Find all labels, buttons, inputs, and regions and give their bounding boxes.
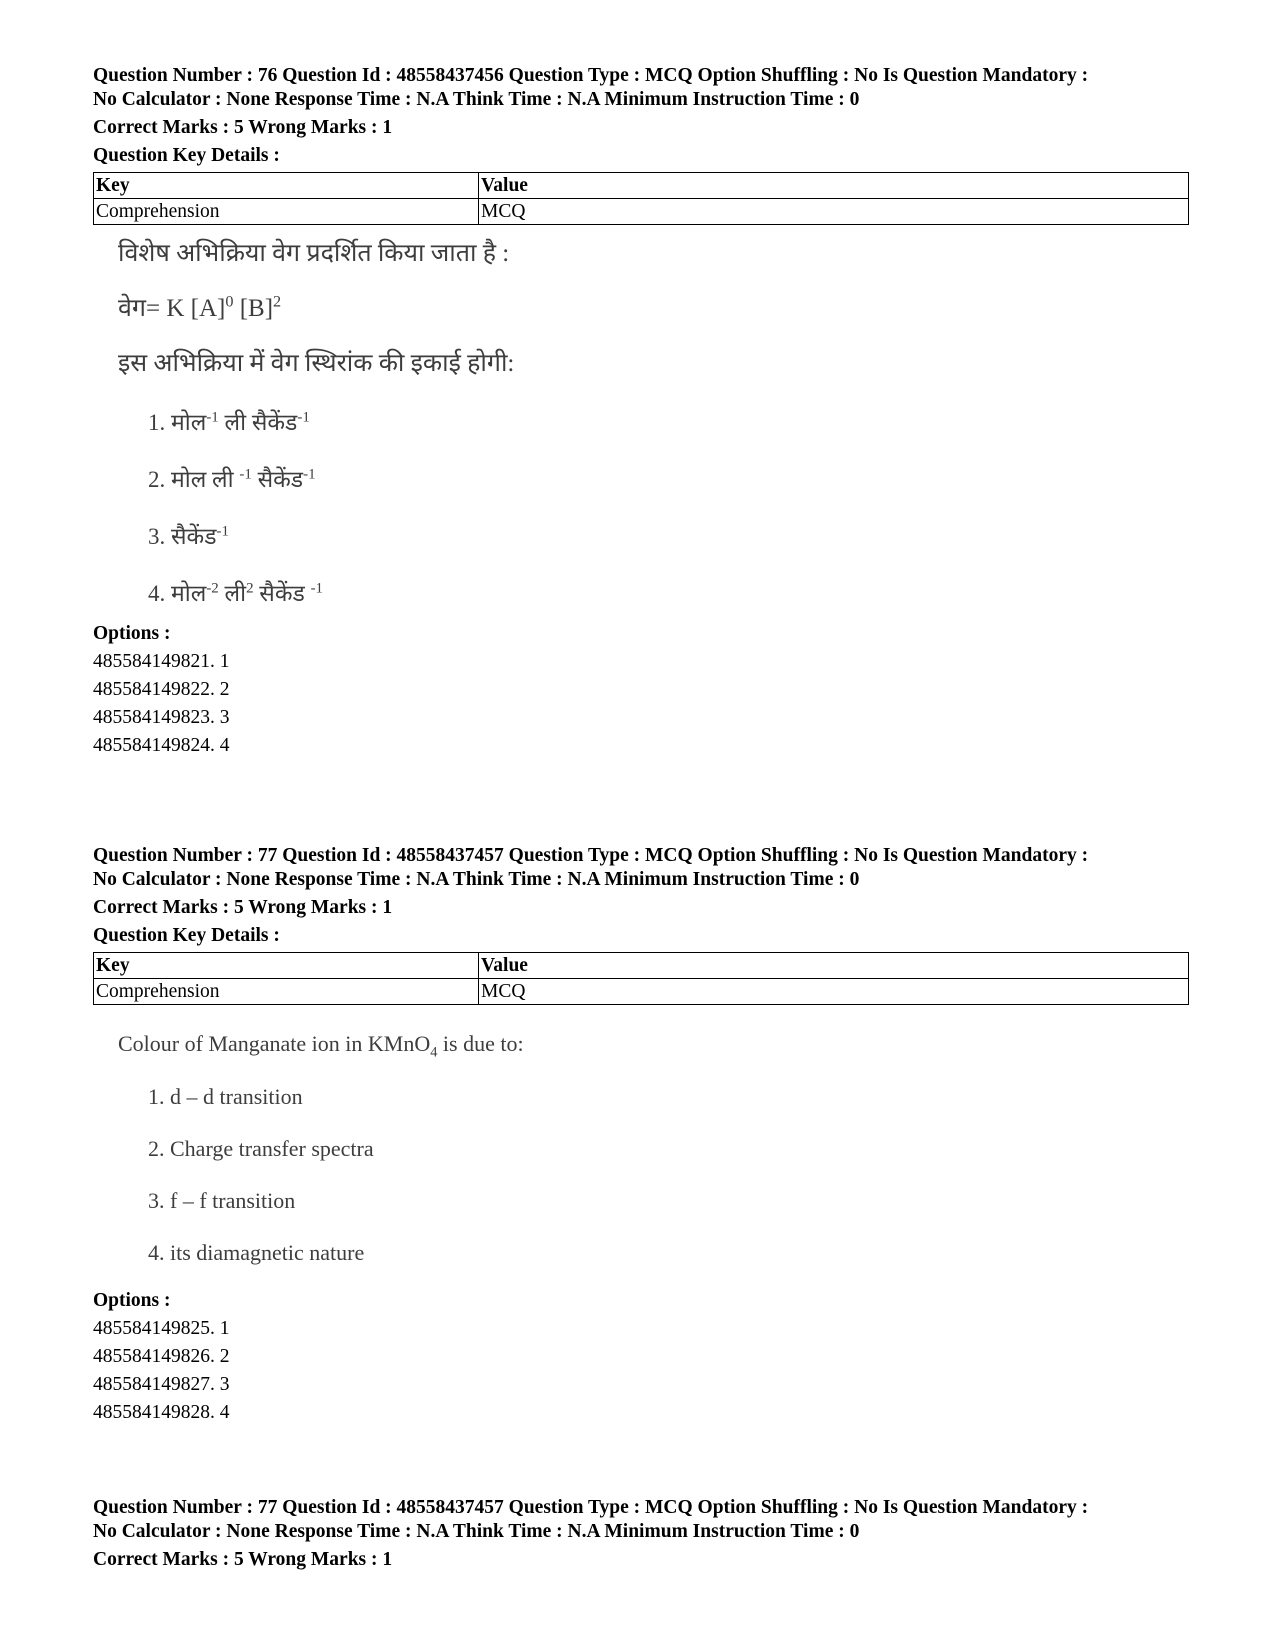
choice-1: 1. मोल$^{-1}$ ली सैकेंड$^{-1}$ <box>148 409 310 435</box>
key-details-table <box>93 952 1189 1005</box>
option-item: 485584149825. 1 <box>93 1318 230 1339</box>
question-stem: विशेष अभिक्रिया वेग प्रदर्शित किया जाता है : <box>118 240 510 267</box>
choice-3: 3. सैकेंड$^{-1}$ <box>148 523 229 549</box>
question-marks: Correct Marks : 5 Wrong Marks : 1 <box>93 1549 393 1570</box>
choice-2: 2. मोल ली $^{-1}$ सैकेंड$^{-1}$ <box>148 466 316 492</box>
table-header-row <box>94 953 1189 979</box>
table-header-value: Value <box>479 953 1189 979</box>
option-item: 485584149826. 2 <box>93 1346 230 1367</box>
question-meta-line2: No Calculator : None Response Time : N.A Think Time : N.A Minimum Instruction Time : 0 <box>93 1521 860 1542</box>
table-row <box>94 979 1189 1005</box>
key-details-label: Question Key Details : <box>93 145 280 166</box>
choice-4: 4. its diamagnetic nature <box>148 1240 365 1265</box>
table-cell-value: MCQ <box>479 979 1189 1005</box>
option-item: 485584149822. 2 <box>93 679 230 700</box>
option-item: 485584149828. 4 <box>93 1402 230 1423</box>
rate-equation: वेग= K $[A]^0$ $[B]^2$ <box>118 292 282 322</box>
question-meta-line2: No Calculator : None Response Time : N.A Think Time : N.A Minimum Instruction Time : 0 <box>93 869 860 890</box>
key-details-label: Question Key Details : <box>93 925 280 946</box>
question-77 <box>93 844 1183 1427</box>
question-meta-line1: Question Number : 77 Question Id : 48558437457 Question Type : MCQ Option Shuffling : No Is Question Mandatory : <box>93 1497 1089 1518</box>
option-item: 485584149821. 1 <box>93 651 230 672</box>
question-76 <box>93 64 1183 760</box>
key-details-table <box>93 172 1189 225</box>
options-label: Options : <box>93 1290 171 1311</box>
options-label: Options : <box>93 623 171 644</box>
option-item: 485584149824. 4 <box>93 735 230 756</box>
choice-2: 2. Charge transfer spectra <box>148 1136 374 1161</box>
question-meta-line1: Question Number : 77 Question Id : 48558437457 Question Type : MCQ Option Shuffling : No Is Question Mandatory : <box>93 845 1089 866</box>
question-marks: Correct Marks : 5 Wrong Marks : 1 <box>93 897 393 918</box>
table-cell-value: MCQ <box>479 199 1189 225</box>
option-item: 485584149827. 3 <box>93 1374 230 1395</box>
choice-3: 3. f – f transition <box>148 1188 296 1213</box>
question-meta-line2: No Calculator : None Response Time : N.A Think Time : N.A Minimum Instruction Time : 0 <box>93 89 860 110</box>
question-content-image <box>118 1029 1183 1267</box>
question-stem: Colour of Manganate ion in KMnO$_4$ is due to: <box>118 1031 524 1061</box>
table-header-key: Key <box>94 173 479 199</box>
table-header-key: Key <box>94 953 479 979</box>
question-meta-line1: Question Number : 76 Question Id : 48558437456 Question Type : MCQ Option Shuffling : No Is Question Mandatory : <box>93 65 1089 86</box>
table-cell-key: Comprehension <box>94 199 479 225</box>
table-row <box>94 199 1189 225</box>
option-item: 485584149823. 3 <box>93 707 230 728</box>
question-content-image <box>118 239 1183 608</box>
table-cell-key: Comprehension <box>94 979 479 1005</box>
options-list <box>93 1315 1183 1427</box>
question-marks: Correct Marks : 5 Wrong Marks : 1 <box>93 117 393 138</box>
choice-1: 1. d – d transition <box>148 1084 303 1109</box>
question-77-repeat <box>93 1496 1183 1572</box>
options-list <box>93 648 1183 760</box>
table-header-row <box>94 173 1189 199</box>
choice-4: 4. मोल$^{-2}$ ली$^2$ सैकेंड $^{-1}$ <box>148 580 324 606</box>
table-header-value: Value <box>479 173 1189 199</box>
question-stem-2: इस अभिक्रिया में वेग स्थिरांक की इकाई होगी: <box>118 350 515 377</box>
